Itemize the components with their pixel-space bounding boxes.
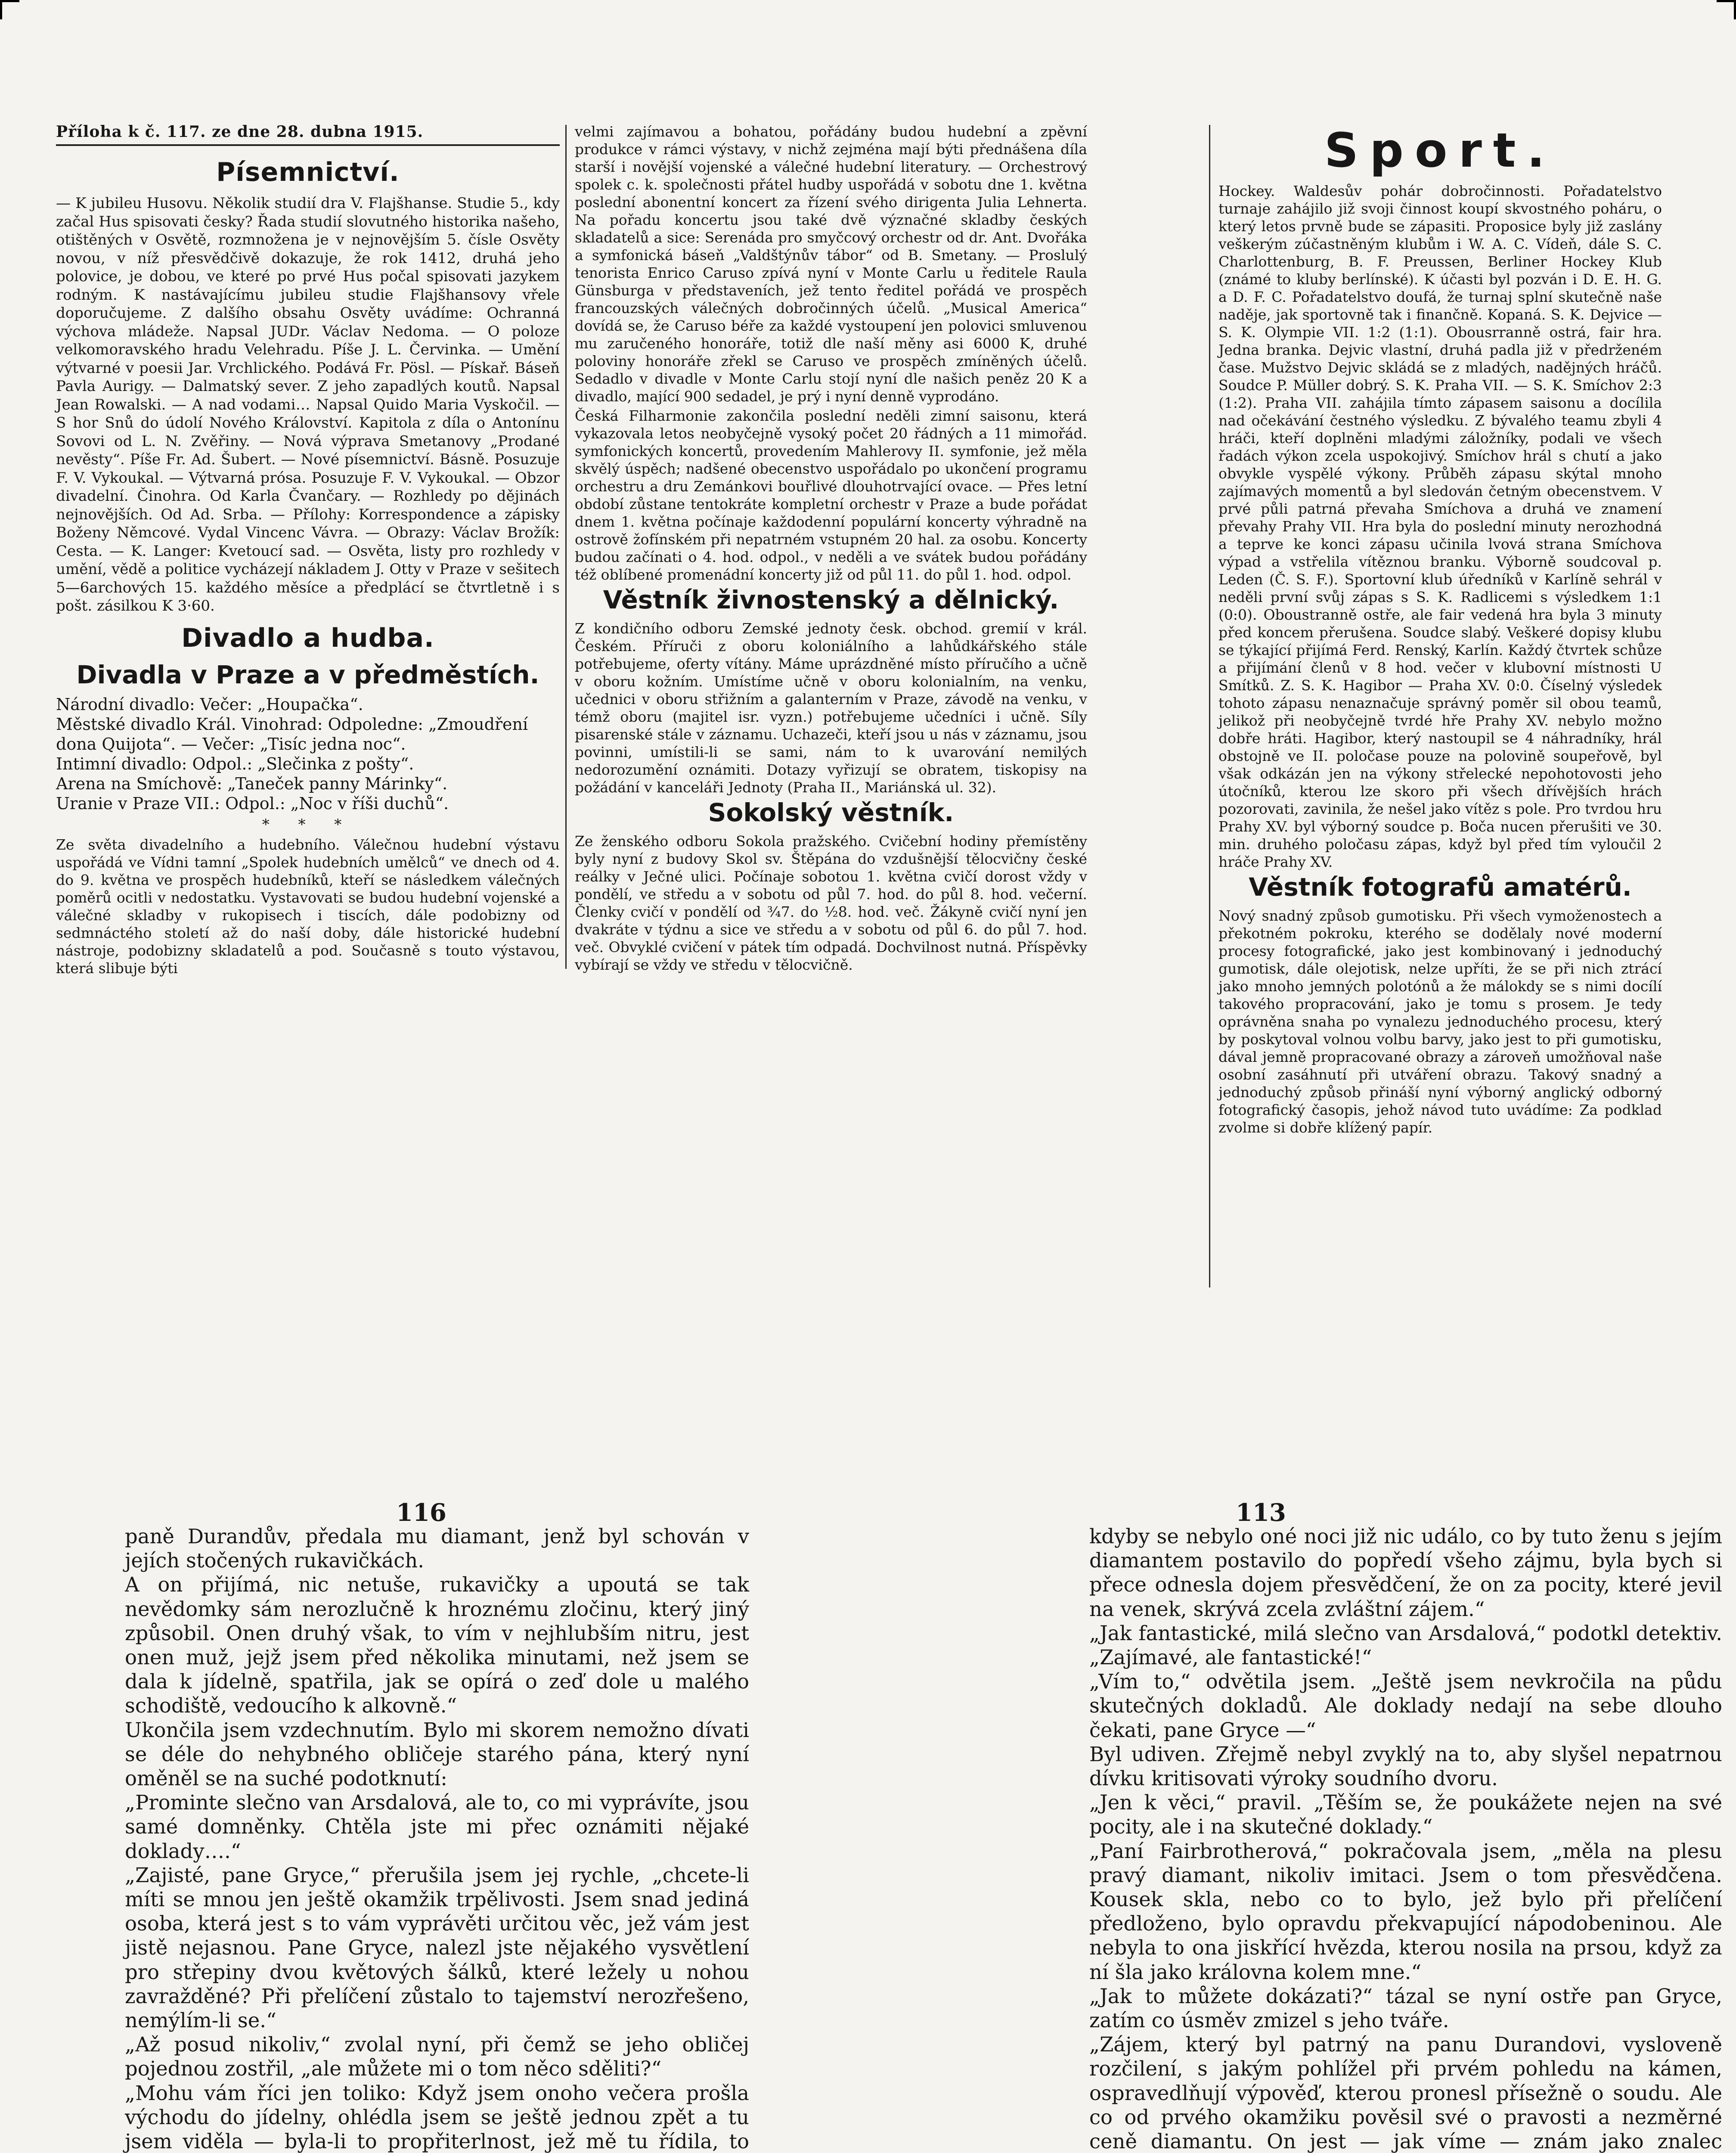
- theatre-listing: Intimní divadlo: Odpol.: „Slečinka z pošty“.: [56, 754, 414, 773]
- article-sport: Hockey. Waldesův pohár dobročinnosti. Pořadatelstvo turnaje zahájilo již svoji činnost koupí skvostného poháru, o který letos prvně bude se zápasiti. Proposice byly již zaslány veškerým zúčastněným klubům i W. A. C. Vídeň, dále S. C. Charlottenburg, B. F. Preussen, Berliner Hockey Klub (známé to kluby berlínské). K účasti byl pozván i D. E. H. G. a D. F. C. Pořadatelstvo doufá, že turnaj splní skutečně naše naděje, jak sportovně tak i finančně. Kopaná. S. K. Dejvice — S. K. Olympie VII. 1:2 (1:1). Obousrranně ostrá, fair hra. Jedna branka. Dejvic vlastní, druhá padla již v předrženém čase. Mužstvo Dejvic skládá se z mladých, nadějných hráčů. Soudce P. Müller dobrý. S. K. Praha VII. — S. K. Smíchov 2:3 (1:2). Praha VII. zahájila tímto zápasem saisonu a docílila nad očekávání čestného výsledku. Z bývalého teamu zbyli 4 hráči, kteří doplněni mladými záložníky, podali ve všech řadách výkon zcela uspokojivý. Smíchov hrál s chutí a jako obvykle vyspělé výkony. Průběh zápasu skýtal mnoho zajímavých momentů a byl sledován četným obecenstvem. V prvé půli patrná převaha Smíchova a druhá ve znamení převahy Prahy VII. Hra byla do poslední minuty nerozhodná a teprve ke konci zápasu učinila lvová strana Smíchova výpad a vstřelila vítěznou branku. Výborně soudcoval p. Leden (Č. S. F.). Sportovní klub úředníků v Karlíně sehrál v neděli první svůj zápas s S. K. Radlicemi s výsledkem 1:1 (0:0). Oboustranně ostře, ale fair vedená hra byla 3 minuty před koncem přerušena. Soudce slabý. Veškeré dopisy klubu se týkající přijímá Ferd. Renský, Karlín. Každý čtvrtek schůze a přijímání členů v 8 hod. večer v klubovní místnosti U Smítků. Z. S. K. Hagibor — Praha XV. 0:0. Číselný výsledek tohoto zápasu nenaznačuje správný poměr sil obou teamů, jelikož při neobyčejně tvrdé hře Prahy XV. nebylo možno dobře hráti. Hagibor, který nastoupil se 4 náhradníky, hrál obstojně ve II. poločase pouze na polovině soupeřově, byl však odkázán jen na výkony střelecké nepohotovosti jeho útočníků, kterou lze skoro při všech dřívějších hrách pozorovati, zavinila, že nešel jako vítěz s pole. Pro tvrdou hru Prahy XV. byl výborný soudce p. Boča nucen přerušiti ve 30. min. druhého poločasu zápas, když byl před tím vyloučil 2 hráče Prahy XV.: [1218, 183, 1662, 870]
- section-subtitle-divadla: Divadla v Praze a v předměstích.: [76, 660, 539, 689]
- article-music-world: Ze světa divadelního a hudebního. Válečnou hudební výstavu uspořádá ve Vídni tamní „Spolek hudebních umělců“ ve dnech od 4. do 9. května ve prospěch hudebníků, kteří se následkem válečných poměrů ocitli v nedostatku. Vystavovati se budou hudební vojenské a válečné skladby v rukopisech i tiscích, dále podobizny od sedmnáctého století až do naší doby, dále historické hudební nástroje, podobizny skladatelů a pod. Současně s touto výstavou, která slibuje býti: [56, 836, 560, 977]
- book-paragraph: „Jak to můžete dokázati?“ tázal se nyní ostře pan Gryce, zatím co úsměv zmizel s jeho tváře.: [1089, 1984, 1722, 2032]
- section-title-pisemnictvi: Písemnictví.: [216, 157, 400, 187]
- book-paragraph: Ukončila jsem vzdechnutím. Bylo mi skorem nemožno dívati se déle do nehybného obličeje starého pána, který nyní oměněl se na suché podotknutí:: [125, 1718, 749, 1790]
- article-photography: Nový snadný způsob gumotisku. Při všech vymoženostech a překotném pokroku, kterého se dodělaly nové moderní procesy fotografické, jako jest kombinovaný i jednoduchý gumotisk, dále olejotisk, nelze upříti, že se při nich ztrácí jako mnoho jemných polotónů a že málokdy se s nimi docílí takového propracování, jako je tomu s prosem. Je tedy oprávněna snaha po vynalezu jednoduchého procesu, který by poskytoval volnou volbu barvy, jako jest to při gumotisku, dával jemně propracované obrazy a zároveň umožňoval naše osobní zasáhnutí při utváření obrazu. Takový snadný a jednoduchý způsob přináší nyní výborný anglický odborný fotografický časopis, jehož návod tuto uvádíme: Za podklad zvolme si dobře klížený papír.: [1218, 907, 1662, 1136]
- book-paragraph: „Paní Fairbrotherová,“ pokračovala jsem, „měla na plesu pravý diamant, nikoliv imitaci. Jsem o tom přesvědčena. Kousek skla, nebo co to bylo, jež bylo při přelíčení předloženo, bylo opravdu překvapující nápodobeninou. Ale nebyla to ona jiskřící hvězda, kterou nosila na prsou, když za ní šla jako královna kolem mne.“: [1089, 1839, 1722, 1984]
- article-vestnik-zivnostensky: Z kondičního odboru Zemské jednoty česk. obchod. gremií v král. Českém. Příruči z oboru koloniálního a lahůdkářského stále potřebujeme, oferty vítány. Máme uprázdněné místo příručího a učně v oboru kožním. Umístíme učně v oboru kolonialním, na venku, učednici v oboru střižním a galanterním v Praze, závodě na venku, v témž oboru (majitel isr. vyzn.) potřebujeme učedníci i učně. Síly pisarenské stále v záznamu. Uchazeči, kteří jsou u nás v záznamu, jsou povinni, umístili-li se sami, nám to k uvarování nemilých nedorozumění oznámiti. Dotazy vyřizují se obratem, tiskopisy na požádání v kanceláři Jednoty (Praha II., Mariánská ul. 32).: [575, 620, 1087, 796]
- book-paragraph: „Jen k věci,“ pravil. „Těším se, že poukážete nejen na své pocity, ale i na skutečné doklady.“: [1089, 1791, 1722, 1839]
- scan-corner-mark: [0, 0, 19, 19]
- book-page-left: [125, 1524, 749, 2153]
- article-czech-philharmonic: Česká Filharmonie zakončila poslední neděli zimní saisonu, která vykazovala letos neobyčejně vysoký počet 20 řádných a 11 mimořád. symfonických koncertů, provedením Mahlerovy II. symfonie, jež měla skvělý úspěch; nadšené obecenstvo uspořádalo po ukončení programu orchestru a dru Zemánkovi bouřlivé dlouhotrvající ovace. — Přes letní období zůstane tentokráte kompletní orchestr v Praze a bude pořádat dnem 1. května počínaje každodenní populární koncerty výhradně na ostrově žofínském při nepatrném vstupném 20 hal. za osobu. Koncerty budou začínati o 4. hod. odpol., v neděli a ve svátek budou pořádány též oblíbené promenádní koncerty již od půl 11. do půl 1. hod. odpol.: [575, 407, 1087, 583]
- column-music-trades: [575, 123, 1087, 975]
- column-literature-theatre: [56, 123, 560, 979]
- section-separator-stars: * * *: [262, 816, 354, 833]
- book-page-right: [1089, 1524, 1722, 2153]
- book-paragraph: kdyby se nebylo oné noci již nic událo, co by tuto ženu s jejím diamantem postavilo do popředí všeho zájmu, byla bych si přece odnesla dojem přesvědčení, že on za pocity, které jevil na venek, skrývá zcela zvláštní zájem.“: [1089, 1525, 1722, 1621]
- column-sport-photo: [1218, 123, 1662, 1138]
- theatre-listing: Uranie v Praze VII.: Odpol.: „Noc v říši duchů“.: [56, 794, 449, 813]
- article-sokol: Ze ženského odboru Sokola pražského. Cvičební hodiny přemístěny byly nyní z budovy Skol sv. Štěpána do vzdušnější tělocvičny české reálky v Ječné ulici. Počínaje sobotou 1. května cvičí dorost vždy v pondělí, ve středu a v sobotu od půl 7. hod. do půl 8. hod. večerní. Členky cvičí v pondělí od ¾7. do ½8. hod. več. Žákyně cvičí nyní jen dvakráte v týdnu a sice ve středu a v sobotu od půl 6. do půl 7. hod. več. Obvyklé cvičení v pátek tím odpadá. Dochvilnost nutná. Příspěvky vybírají se vždy ve středu v tělocvičně.: [575, 833, 1087, 973]
- section-title-sokolsky-vestnik: Sokolský věstník.: [708, 798, 954, 827]
- theatre-listing: Arena na Smíchově: „Taneček panny Márinky“.: [56, 774, 448, 793]
- book-paragraph: Byl udiven. Zřejmě nebyl zvyklý na to, aby slyšel nepatrnou dívku kritisovati výroky soudního dvoru.: [1089, 1742, 1722, 1790]
- column-divider: [565, 125, 567, 969]
- article-music-continued: velmi zajímavou a bohatou, pořádány budou hudební a zpěvní produkce v rámci výstavy, v nichž zejména mají býti přednášena díla starší i novější vojenské a válečné hudební literatury. — Orchestrový spolek c. k. společnosti přátel hudby uspořádá v sobotu dne 1. května poslední abonentní koncert za řízení svého dirigenta Julia Lehnerta. Na pořadu koncertu jsou také dvě význačné skladby českých skladatelů a sice: Serenáda pro smyčcový orchestr od dr. Ant. Dvořáka a symfonická báseň „Valdštýnův tábor“ od B. Smetany. — Proslulý tenorista Enrico Caruso zpívá nyní v Monte Carlu u ředitele Raula Günsburga v představeních, jež tento ředitel pořádá ve prospěch francouzských válečných dobročinných účelů. „Musical America“ dovídá se, že Caruso béře za každé vystoupení jen polovici smluvenou mu zaručeného honoráře, totiž dle naší měny asi 6000 K, druhé poloviny honoráře zřekl se Caruso ve prospěch zmíněných účelů. Sedadlo v divadle v Monte Carlu stojí nyní dle našich peněz 20 K a divadlo, mající 900 sedadel, je prý i nyní denně vyprodáno.: [575, 123, 1087, 405]
- issue-header: Příloha k č. 117. ze dne 28. dubna 1915.: [56, 123, 560, 146]
- book-paragraph: „Vím to,“ odvětila jsem. „Ještě jsem nevkročila na půdu skutečných dokladů. Ale doklady nedají na sebe dlouho čekati, pane Gryce —“: [1089, 1670, 1722, 1742]
- book-paragraph: „Jak fantastické, milá slečno van Arsdalová,“ podotkl detektiv. „Zajímavé, ale fantastické!“: [1089, 1621, 1722, 1669]
- book-paragraph: „Až posud nikoliv,“ zvolal nyní, při čemž se jeho obličej pojednou zostřil, „ale můžete mi o tom něco sděliti?“: [125, 2033, 749, 2081]
- scan-corner-mark: [1717, 0, 1736, 19]
- section-title-vestnik-zivnostensky: Věstník živnostenský a dělnický.: [603, 585, 1059, 614]
- book-paragraph: „Zajisté, pane Gryce,“ přerušila jsem jej rychle, „chcete-li míti se mnou jen ještě okamžik trpělivosti. Jsem snad jediná osoba, která jest s to vám vyprávěti určitou věc, jež vám jest jistě nejasnou. Pane Gryce, nalezl jste nějakého vysvětlení pro střepiny dvou květových šálků, které ležely u nohou zavražděné? Při přelíčení zůstalo to tajemství nerozřešeno, nemýlím-li se.“: [125, 1863, 749, 2032]
- book-paragraph: „Mohu vám říci jen toliko: Když jsem onoho večera prošla východu do jídelny, ohlédla jsem se ještě jednou zpět a tu jsem viděla — byla-li to propřiterlnost, jež mě tu řídila, to: [125, 2081, 749, 2153]
- book-page-number-left: 116: [396, 1498, 446, 1527]
- column-divider: [1209, 125, 1210, 1287]
- theatre-listing: Městské divadlo Král. Vinohrad: Odpoledne: „Zmoudření dona Quijota“. — Večer: „Tisíc jedna noc“.: [56, 714, 528, 754]
- book-paragraph: „Zájem, který byl patrný na panu Durandovi, vysloveně rozčilení, s jakým pohlížel při prvém pohledu na kámen, ospravedlňují výpověď, kterou pronesl přísežně o soudu. Ale co od prvého okamžiku pověsil své o pravosti a nezměrné ceně diamantu. On jest — jak víme — znám jako znalec: [1089, 2033, 1722, 2153]
- section-title-sport: Sport.: [1324, 123, 1556, 178]
- theatre-listing: Národní divadlo: Večer: „Houpačka“.: [56, 695, 363, 714]
- book-paragraph: A on přijímá, nic netuše, rukavičky a upoutá se tak nevědomky sám nerozlučně k hroznému zločinu, který jiný způsobil. Onen druhý však, to vím v nejhlubším nitru, jest onen muž, jejž jsem před několika minutami, než jsem se dala k jídelně, spatřila, jak se opírá o zeď dole u malého schodiště, vedoucího k alkovně.“: [125, 1573, 749, 1718]
- book-paragraph: paně Durandův, předala mu diamant, jenž byl schován v jejích stočených rukavičkách.: [125, 1525, 749, 1573]
- section-title-vestnik-fotografu: Věstník fotografů amatérů.: [1249, 872, 1632, 902]
- book-paragraph: „Prominte slečno van Arsdalová, ale to, co mi vyprávíte, jsou samé domněnky. Chtěla jste mi přec oznámiti nějaké doklady….“: [125, 1791, 749, 1863]
- section-title-divadlo: Divadlo a hudba.: [181, 623, 434, 653]
- book-page-number-right: 113: [1236, 1498, 1286, 1527]
- article-husovo-jubileum: — K jubileu Husovu. Několik studií dra V. Flajšhanse. Studie 5., kdy začal Hus spisovati česky? Řada studií slovutného historika našeho, otištěných v Osvětě, rozmnožena je v nejnovějším 5. čísle Osvěty novou, v níž přesvědčivě dokazuje, že rok 1412, druhá jeho polovice, je dobou, ve které po prvé Hus počal spisovati jazykem rodným. K nastávajícímu jubileu studie Flajšhansovy vřele doporučujeme. Z dalšího obsahu Osvěty uvádíme: Ochranná výchova mládeže. Napsal JUDr. Václav Nedoma. — O poloze velkomoravského hradu Velehradu. Píše J. L. Červinka. — Umění výtvarné v poesii Jar. Vrchlického. Podává Fr. Pösl. — Pískař. Báseň Pavla Aurigy. — Dalmatský sever. Z jeho zapadlých koutů. Napsal Jean Rowalski. — A nad vodami… Napsal Quido Maria Vyskočil. — S hor Snů do údolí Nového Království. Kapitola z díla o Antonínu Sovovi od L. N. Zvěřiny. — Nová výprava Smetanovy „Prodané nevěsty“. Píše Fr. Ad. Šubert. — Nové písemnictví. Básně. Posuzuje F. V. Vykoukal. — Výtvarná prósa. Posuzuje F. V. Vykoukal. — Obzor divadelní. Činohra. Od Karla Čvančary. — Rozhledy po dějinách nejnovějších. Od Ad. Srba. — Přílohy: Korrespondence a zápisky Boženy Němcové. Vydal Vincenc Vávra. — Obrazy: Václav Brožík: Cesta. — K. Langer: Kvetoucí sad. — Osvěta, listy pro rozhledy v umění, vědě a politice vycházejí nákladem J. Otty v Praze v sešitech 5—6archových 15. každého měsíce a předplácí se čtvrtletně i s pošt. zásilkou K 3·60.: [56, 195, 560, 614]
